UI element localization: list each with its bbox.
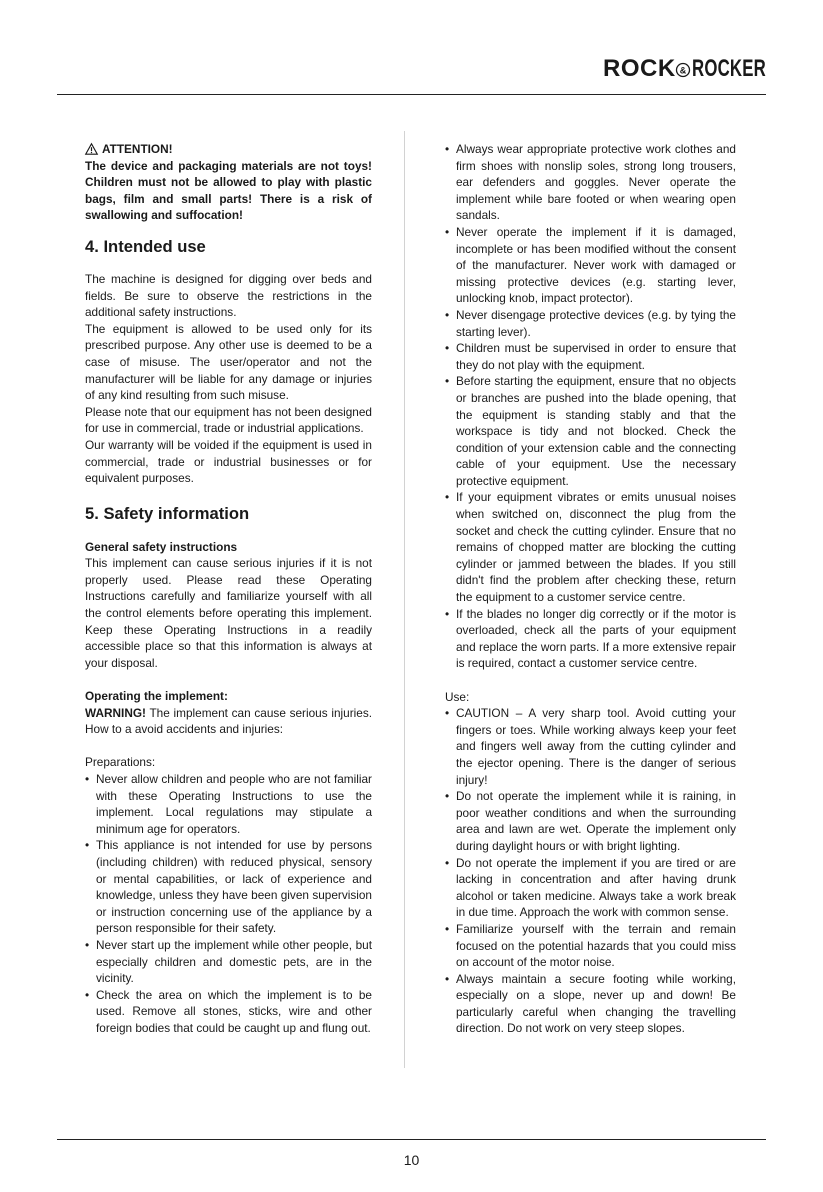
- list-item: • If your equipment vibrates or emits unusual noises when switched on, disconnect the plug from the socket and check the cutting cylinder. Ensure that no remains of chopped matter are blocking the cutting cylinder or jammed between the blades. If you still didn't find the problem after checking these, return the equipment to a customer service centre.: [445, 489, 736, 605]
- intended-use-paragraph: Please note that our equipment has not been designed for use in commercial, trade or industrial applications.: [85, 404, 372, 436]
- list-item: • Familiarize yourself with the terrain and remain focused on the potential hazards that you could miss on account of the motor noise.: [445, 921, 736, 971]
- operating-warning: [85, 705, 372, 738]
- list-item: • Never allow children and people who are not familiar with these Operating Instructions to use the implement. Local regulations may stipulate a minimum age for operators.: [85, 771, 372, 837]
- list-item: • CAUTION – A very sharp tool. Avoid cutting your fingers or toes. While working always keep your feet and fingers well away from the cutting cylinder and the ejector opening. There is the danger of serious injury!: [445, 705, 736, 788]
- attention-title: ATTENTION!: [102, 142, 173, 156]
- right-column: [445, 141, 736, 1037]
- list-item: • Never operate the implement if it is damaged, incomplete or has been modified without the consent of the manufacturer. Never work with damaged or missing protective devices (e.g. starting lever, unlocking knob, impact protector).: [445, 224, 736, 307]
- section-5-heading: 5. Safety information: [85, 503, 250, 523]
- left-column: [85, 141, 372, 1037]
- list-item: • Never disengage protective devices (e.g. by tying the starting lever).: [445, 307, 736, 340]
- warning-text: The implement can cause serious injuries. How to a avoid accidents and injuries:: [85, 705, 372, 737]
- preparations-list-continued: [445, 141, 736, 672]
- header-rule: [57, 94, 766, 95]
- list-item: • Before starting the equipment, ensure that no objects or branches are pushed into the blade opening, that the equipment is standing stably and that the workspace is tidy and not blocked. Check the condition of your extension cable and the connecting cable of your equipment. Use the necessary protective equipment.: [445, 373, 736, 489]
- footer-rule: [57, 1139, 766, 1140]
- operating-heading: Operating the implement:: [85, 689, 228, 704]
- general-safety-text: This implement can cause serious injuries if it is not properly used. Please read these Operating Instructions carefully and familiarize yourself with all the control elements before operating this implement. Keep these Operating Instructions in a readily accessible place so that this information is always at your disposal.: [85, 556, 372, 670]
- list-item: • Do not operate the implement if you are tired or are lacking in concentration and after having drunk alcohol or taken medicine. Always take a work break in due time. Approach the work with common sense.: [445, 855, 736, 921]
- list-item: • This appliance is not intended for use by persons (including children) with reduced physical, sensory or mental capabilities, or lack of experience and knowledge, unless they have been given supervision or instruction concerning use of the appliance by a person responsible for their safety.: [85, 837, 372, 937]
- list-item: • Children must be supervised in order to ensure that they do not play with the equipment.: [445, 340, 736, 373]
- attention-heading: [85, 141, 372, 158]
- intended-use-paragraph: The machine is designed for digging over beds and fields. Be sure to observe the restrictions in the additional safety instructions.: [85, 271, 372, 320]
- use-label: Use:: [445, 689, 470, 704]
- intended-use-paragraph: Our warranty will be voided if the equipment is used in commercial, trade or industrial businesses or for equivalent purposes.: [85, 437, 372, 486]
- list-item: • Always wear appropriate protective work clothes and firm shoes with nonslip soles, strong long trousers, ear defenders and goggles. Never operate the implement while bare footed or when wearing open sandals.: [445, 141, 736, 224]
- preparations-list: [85, 771, 372, 1037]
- brand-logo: [603, 54, 766, 80]
- use-list: [445, 705, 736, 1037]
- warning-triangle-icon: [85, 143, 98, 155]
- preparations-label: Preparations:: [85, 755, 156, 770]
- brand-logo-amp: &: [679, 65, 687, 76]
- page-number: 10: [403, 1152, 420, 1168]
- column-divider: [404, 131, 405, 1068]
- brand-logo-right: ROCKER: [692, 55, 766, 82]
- warning-label: WARNING!: [85, 705, 146, 720]
- list-item: • Always maintain a secure footing while working, especially on a slope, never up and down! Be particularly careful when changing the travelling direction. Do not work on very steep slopes.: [445, 971, 736, 1037]
- list-item: • If the blades no longer dig correctly or if the motor is overloaded, check all the parts of your equipment and replace the worn parts. If a more extensive repair is required, contact a customer service centre.: [445, 606, 736, 672]
- brand-logo-left: ROCK: [603, 55, 676, 82]
- list-item: • Never start up the implement while other people, but especially children and domestic pets, are in the vicinity.: [85, 937, 372, 987]
- general-safety-heading: General safety instructions: [85, 539, 238, 554]
- intended-use-paragraph: The equipment is allowed to be used only for its prescribed purpose. Any other use is deemed to be a case of misuse. The user/operator and not the manufacturer will be liable for any damage or injuries of any kind resulting from such misuse.: [85, 321, 372, 403]
- list-item: • Check the area on which the implement is to be used. Remove all stones, sticks, wire and other foreign bodies that could be caught up and flung out.: [85, 987, 372, 1037]
- list-item: • Do not operate the implement while it is raining, in poor weather conditions and when the surrounding area and lawn are wet. Operate the implement only during daylight hours or with bright lighting.: [445, 788, 736, 854]
- attention-text: The device and packaging materials are not toys! Children must not be allowed to play with plastic bags, film and small parts! There is a risk of swallowing and suffocation!: [85, 158, 372, 223]
- section-4-heading: 4. Intended use: [85, 236, 206, 256]
